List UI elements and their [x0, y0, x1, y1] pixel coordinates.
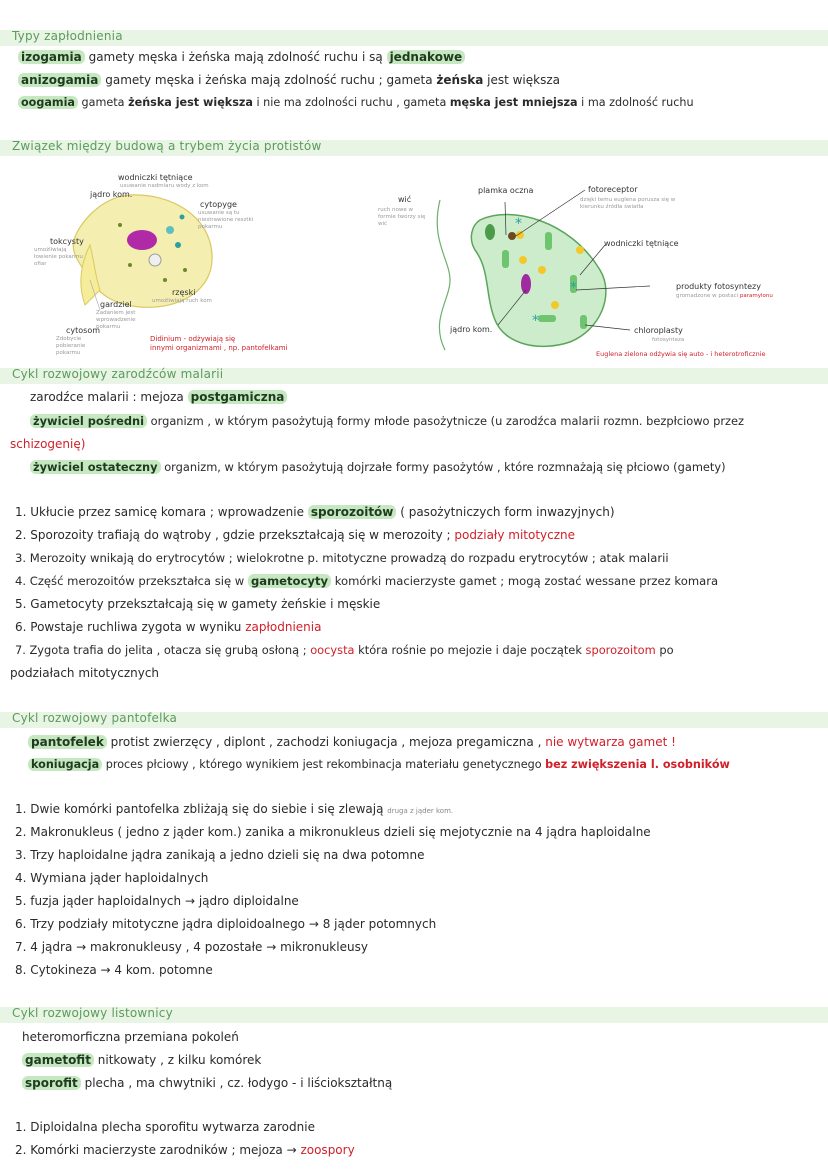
section-header-structure: Związek między budową a trybem życia protistów [0, 140, 828, 156]
label-cytopyge: cytopyge [200, 200, 237, 209]
label-chloroplasty-sub: fotosynteza [652, 337, 685, 343]
didinium-caption-1: Didinium - odżywiają się [150, 335, 236, 343]
label-chloroplasty: chloroplasty [634, 326, 683, 335]
malaria-step: 1. Ukłucie przez samicę komara ; wprowadzenie sporozoitów ( pasożytniczych form inwazyjnych) [15, 505, 615, 519]
paramecium-def: pantofelek protist zwierzęcy , diplont , zachodzi koniugacja , mejoza pregamiczna , nie wytwarza gamet ! [28, 735, 676, 749]
didinium-caption-2: innymi organizmami , np. pantofelkami [150, 344, 288, 352]
label-wic: wić [398, 195, 412, 204]
label-cytopyge-sub: usuwanie są tu niestrawione resztki pokarmu [198, 210, 254, 230]
host-final: żywiciel ostateczny organizm, w którym pasożytują dojrzałe formy pasożytów , które rozmnażają się płciowo (gamety) [30, 460, 726, 474]
label-tokcysty-sub: umożliwiają łowienie pokarmu ofiar [34, 247, 83, 267]
malaria-step: 6. Powstaje ruchliwa zygota w wyniku zapłodnienia [15, 620, 322, 634]
svg-text:*: * [515, 216, 522, 232]
label-jadro-right: jądro kom. [450, 325, 493, 334]
label-gardziel-sub: Zadaniem jest wprowadzenie pokarmu [96, 310, 136, 330]
gametophyte-def: gametofit nitkowaty , z kilku komórek [22, 1053, 261, 1067]
izogamia-line: izogamia gamety męska i żeńska mają zdolność ruchu i są jednakowe [18, 50, 465, 64]
euglena-nucleus [521, 274, 531, 294]
sporophyte-def: sporofit plecha , ma chwytniki , cz. łodygo - i liściokształtną [22, 1076, 392, 1090]
label-fotoreceptor-sub: dzięki temu euglena porusza się w kierunku źródła światła [580, 197, 676, 210]
label-wodniczki: wodniczki tętniące [118, 173, 193, 182]
label-gardziel: gardziel [100, 300, 132, 309]
malaria-step: 5. Gametocyty przekształcają się w gamety żeńskie i męskie [15, 597, 381, 611]
paramecium-step: 1. Dwie komórki pantofelka zbliżają się do siebie i się zlewają druga z jąder kom. [15, 802, 454, 816]
paramecium-step: 3. Trzy haploidalne jądra zanikają a jedno dzieli się na dwa potomne [15, 848, 425, 862]
didinium-nucleus [127, 230, 157, 250]
label-wodniczki-right: wodniczki tętniące [604, 239, 679, 248]
paramecium-step: 2. Makronukleus ( jedno z jąder kom.) zanika a mikronukleus dzieli się mejotycznie na 4 jądra haploidalne [15, 825, 651, 839]
label-cytosom: cytosom [66, 326, 101, 335]
section-header-paramecium: Cykl rozwojowy pantofelka [0, 712, 828, 728]
label-cytosom-sub: Zdobycie pobieranie pokarmu [56, 336, 86, 356]
svg-text:*: * [570, 280, 577, 296]
conjugation-def: koniugacja proces płciowy , którego wynikiem jest rekombinacja materiału genetycznego bez zwiększenia l. osobników [28, 758, 730, 771]
host-intermediate-cont: schizogenię) [10, 437, 86, 451]
label-wodniczki-sub: usuwanie nadmiaru wody z kom [120, 183, 209, 189]
paramecium-step: 7. 4 jądra → makronukleusy , 4 pozostałe → mikronukleusy [15, 940, 368, 954]
label-rzeski-sub: umożliwiają ruch kom [152, 298, 212, 304]
malaria-step: 3. Merozoity wnikają do erytrocytów ; wielokrotne p. mitotyczne prowadzą do rozpadu erytrocytów ; atak malarii [15, 551, 669, 565]
host-intermediate: żywiciel pośredni organizm , w którym pasożytują formy młode pasożytnicze (u zarodźca malarii rozmn. bezpłciowo przez [30, 414, 744, 428]
section-header-fertilization: Typy zapłodnienia [0, 30, 828, 46]
kelp-intro: heteromorficzna przemiana pokoleń [22, 1030, 239, 1044]
kelp-step: 2. Komórki macierzyste zarodników ; mejoza → zoospory [15, 1143, 355, 1157]
anizogamia-line: anizogamia gamety męska i żeńska mają zdolność ruchu ; gameta żeńska jest większa [18, 73, 560, 87]
paramecium-step: 6. Trzy podziały mitotyczne jądra diploidoalnego → 8 jąder potomnych [15, 917, 437, 931]
label-produkty-sub: gromadzone w postaci paramylonu [676, 293, 773, 299]
malaria-intro: zarodźce malarii : mejoza postgamiczna [30, 390, 287, 404]
kelp-step: 1. Diploidalna plecha sporofitu wytwarza zarodnie [15, 1120, 315, 1134]
label-fotoreceptor: fotoreceptor [588, 185, 638, 194]
section-header-malaria: Cykl rozwojowy zarodźców malarii [0, 368, 828, 384]
malaria-step: 2. Sporozoity trafiają do wątroby , gdzie przekształcają się w merozoity ; podziały mitotyczne [15, 528, 576, 542]
paramecium-step: 4. Wymiana jąder haploidalnych [15, 871, 209, 885]
malaria-step-cont: podziałach mitotycznych [10, 666, 160, 680]
malaria-step: 7. Zygota trafia do jelita , otacza się grubą osłoną ; oocysta która rośnie po mejozie i daje początek sporozoitom po [15, 643, 674, 657]
label-plamka: plamka oczna [478, 186, 534, 195]
label-tokcysty: tokcysty [50, 237, 84, 246]
section-header-kelp: Cykl rozwojowy listownicy [0, 1007, 828, 1023]
label-wic-sub: ruch nowe w formie tworzy się wić [378, 207, 426, 227]
svg-text:*: * [532, 313, 539, 329]
paramecium-step: 5. fuzja jąder haploidalnych → jądro diploidalne [15, 894, 299, 908]
label-rzeski: rzęski [172, 288, 196, 297]
oogamia-line: oogamia gameta żeńska jest większa i nie ma zdolności ruchu , gameta męska jest mniejsza i ma zdolność ruchu [18, 96, 694, 109]
euglena-caption: Euglena zielona odżywia się auto - i heterotroficznie [596, 350, 766, 358]
malaria-step: 4. Część merozoitów przekształca się w gametocyty komórki macierzyste gamet ; mogą zostać wessane przez komara [15, 574, 719, 588]
label-produkty: produkty fotosyntezy [676, 282, 761, 291]
paramecium-step: 8. Cytokineza → 4 kom. potomne [15, 963, 213, 977]
label-jadro-left: jądro kom. [90, 190, 133, 199]
